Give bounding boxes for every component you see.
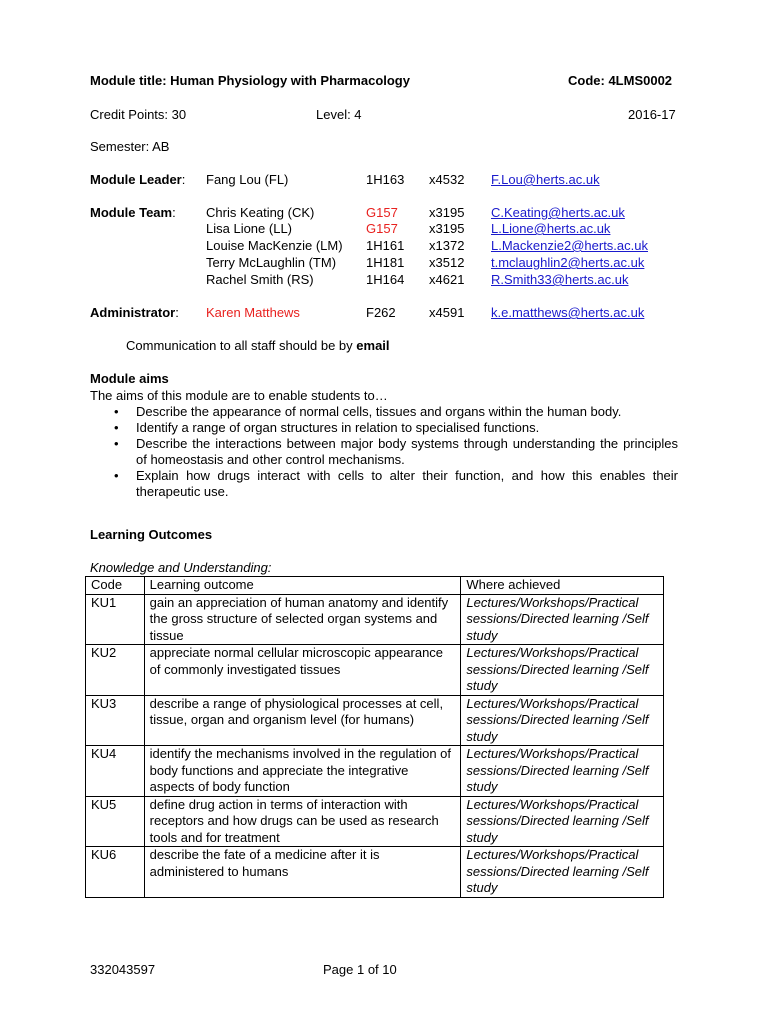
team-member-room: 1H181 — [366, 255, 405, 270]
administrator-colon: : — [175, 305, 179, 320]
credit-points: Credit Points: 30 — [90, 107, 187, 122]
team-member-name: Lisa Lione (LL) — [206, 221, 292, 236]
team-member-name: Chris Keating (CK) — [206, 205, 315, 220]
outcome-code: KU5 — [86, 796, 145, 847]
team-member-email-link[interactable]: C.Keating@herts.ac.uk — [491, 205, 625, 220]
outcome-where: Lectures/Workshops/Practical sessions/Directed learning /Self study — [461, 695, 664, 746]
administrator-ext: x4591 — [429, 305, 465, 320]
module-team-colon: : — [172, 205, 176, 220]
communication-note — [126, 338, 390, 354]
team-member-ext: x4621 — [429, 272, 465, 287]
outcome-text: identify the mechanisms involved in the regulation of body functions and appreciate the integrative aspects of body function — [144, 746, 461, 797]
administrator-email-link[interactable]: k.e.matthews@herts.ac.uk — [491, 305, 645, 320]
team-member-ext: x3195 — [429, 205, 465, 220]
administrator-label: Administrator — [90, 305, 176, 320]
administrator-room: F262 — [366, 305, 396, 320]
level: Level: 4 — [316, 107, 362, 122]
team-member-ext: x1372 — [429, 238, 465, 253]
column-header: Code — [86, 577, 145, 595]
learning-outcomes-table — [85, 576, 664, 898]
semester: Semester: AB — [90, 139, 170, 154]
aims-list-item: • Identify a range of organ structures in relation to specialised functions. — [90, 420, 678, 436]
aims-list-item: • Explain how drugs interact with cells to alter their function, and how this enables their therapeutic use. — [90, 468, 678, 500]
module-leader-ext: x4532 — [429, 172, 465, 187]
aims-list-item: • Describe the interactions between major body systems through understanding the principles of homeostasis and other control mechanisms. — [90, 436, 678, 468]
column-header: Where achieved — [461, 577, 664, 595]
team-member-email-link[interactable]: L.Mackenzie2@herts.ac.uk — [491, 238, 648, 253]
outcome-where: Lectures/Workshops/Practical sessions/Directed learning /Self study — [461, 796, 664, 847]
outcome-where: Lectures/Workshops/Practical sessions/Directed learning /Self study — [461, 645, 664, 696]
outcome-text: describe a range of physiological processes at cell, tissue, organ and organism level (for humans) — [144, 695, 461, 746]
table-row — [86, 847, 664, 898]
outcome-where: Lectures/Workshops/Practical sessions/Directed learning /Self study — [461, 847, 664, 898]
outcome-code: KU4 — [86, 746, 145, 797]
footer-doc-id: 332043597 — [90, 962, 156, 977]
outcome-code: KU2 — [86, 645, 145, 696]
module-leader-room: 1H163 — [366, 172, 405, 187]
module-title: Module title: Human Physiology with Pharmacology — [90, 73, 410, 88]
outcome-text: gain an appreciation of human anatomy and identify the gross structure of selected organ systems and tissue — [144, 594, 461, 645]
administrator-name: Karen Matthews — [206, 305, 300, 320]
module-leader-label: Module Leader — [90, 172, 182, 187]
team-member-name: Terry McLaughlin (TM) — [206, 255, 337, 270]
module-leader-label-wrap — [90, 172, 185, 188]
team-member-name: Rachel Smith (RS) — [206, 272, 314, 287]
column-header: Learning outcome — [144, 577, 461, 595]
learning-outcomes-heading: Learning Outcomes — [90, 527, 213, 542]
aims-heading: Module aims — [90, 371, 169, 386]
team-member-ext: x3512 — [429, 255, 465, 270]
outcome-code: KU1 — [86, 594, 145, 645]
table-header-row — [86, 577, 664, 595]
outcome-text: describe the fate of a medicine after it is administered to humans — [144, 847, 461, 898]
team-member-room: 1H161 — [366, 238, 405, 253]
administrator-label-wrap — [90, 305, 179, 321]
table-row — [86, 746, 664, 797]
footer-page-number: Page 1 of 10 — [323, 962, 397, 977]
team-member-room: G157 — [366, 221, 398, 236]
outcome-text: define drug action in terms of interaction with receptors and how drugs can be used as research tools and for treatment — [144, 796, 461, 847]
table-row — [86, 594, 664, 645]
team-member-email-link[interactable]: L.Lione@herts.ac.uk — [491, 221, 611, 236]
communication-emphasis: email — [356, 338, 390, 353]
module-team-label-wrap — [90, 205, 176, 221]
communication-text: Communication to all staff should be by — [126, 338, 357, 353]
aims-section — [90, 388, 678, 500]
outcome-where: Lectures/Workshops/Practical sessions/Directed learning /Self study — [461, 594, 664, 645]
team-member-email-link[interactable]: R.Smith33@herts.ac.uk — [491, 272, 629, 287]
team-member-room: 1H164 — [366, 272, 405, 287]
table-row — [86, 645, 664, 696]
team-member-name: Louise MacKenzie (LM) — [206, 238, 343, 253]
aims-list — [90, 404, 678, 500]
table-row — [86, 796, 664, 847]
outcome-where: Lectures/Workshops/Practical sessions/Directed learning /Self study — [461, 746, 664, 797]
module-team-label: Module Team — [90, 205, 173, 220]
module-code: Code: 4LMS0002 — [568, 73, 673, 88]
module-leader-colon: : — [181, 172, 186, 187]
module-leader-name: Fang Lou (FL) — [206, 172, 289, 187]
aims-intro: The aims of this module are to enable students to… — [90, 388, 388, 403]
outcome-code: KU3 — [86, 695, 145, 746]
module-leader-email-link[interactable]: F.Lou@herts.ac.uk — [491, 172, 600, 187]
outcome-code: KU6 — [86, 847, 145, 898]
team-member-email-link[interactable]: t.mclaughlin2@herts.ac.uk — [491, 255, 645, 270]
academic-year: 2016-17 — [628, 107, 676, 122]
aims-list-item: • Describe the appearance of normal cells, tissues and organs within the human body. — [90, 404, 678, 420]
team-member-ext: x3195 — [429, 221, 465, 236]
knowledge-subheading: Knowledge and Understanding: — [90, 560, 272, 575]
outcome-text: appreciate normal cellular microscopic appearance of commonly investigated tissues — [144, 645, 461, 696]
table-row — [86, 695, 664, 746]
team-member-room: G157 — [366, 205, 398, 220]
